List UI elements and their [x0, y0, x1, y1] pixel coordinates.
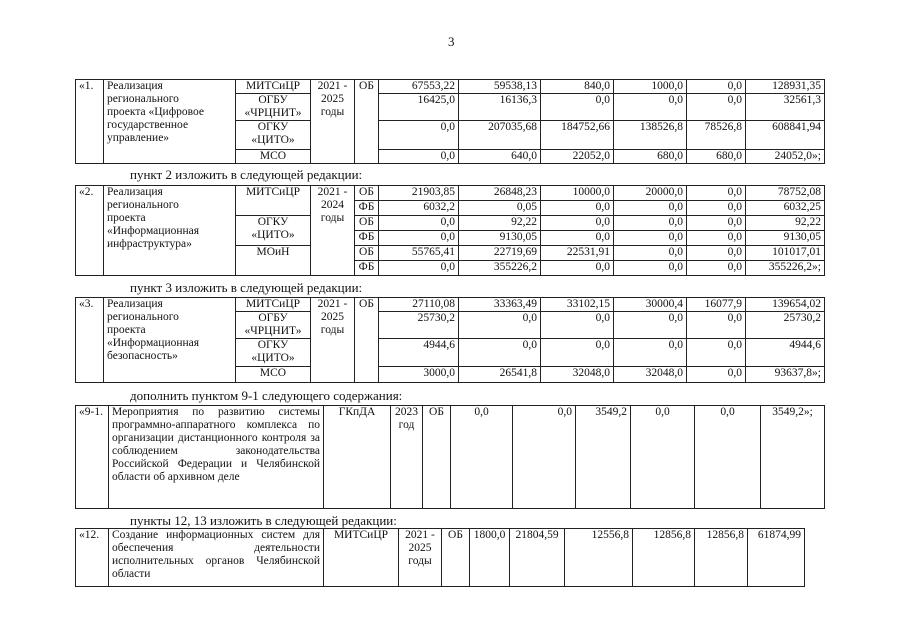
value-cell: 0,0	[695, 406, 761, 509]
value-cell: 22531,91	[541, 246, 614, 261]
value-cell: 0,0	[541, 261, 614, 276]
value-cell: 9130,05	[459, 231, 541, 246]
value-cell: 3549,2	[576, 406, 631, 509]
value-cell: 21804,59	[510, 529, 565, 587]
total-cell: 608841,94	[746, 121, 825, 150]
funding-source: ОБ	[355, 246, 379, 261]
value-cell: 67553,22	[379, 80, 459, 94]
value-cell: 0,0	[379, 261, 459, 276]
total-cell: 3549,2»;	[761, 406, 825, 509]
value-cell: 680,0	[687, 150, 746, 164]
value-cell: 0,0	[687, 246, 746, 261]
value-cell: 0,0	[451, 406, 513, 509]
years: 2021 - 2025 годы	[311, 298, 355, 383]
value-cell: 0,0	[687, 231, 746, 246]
value-cell: 0,0	[379, 231, 459, 246]
table-item-3	[75, 297, 825, 383]
value-cell: 0,0	[687, 367, 746, 383]
value-cell: 12856,8	[695, 529, 748, 587]
item-name: Реализация регионального проекта «Цифровое государственное управление»	[104, 80, 236, 164]
value-cell: 0,0	[459, 339, 541, 367]
funding-source: ОБ	[442, 529, 470, 587]
value-cell: 0,0	[687, 94, 746, 121]
table-item-9-1	[75, 405, 825, 509]
value-cell: 0,0	[614, 216, 687, 231]
value-cell: 20000,0	[614, 186, 687, 201]
value-cell: 12856,8	[633, 529, 695, 587]
value-cell: 26848,23	[459, 186, 541, 201]
total-cell: 139654,02	[746, 298, 825, 312]
executor: ОГКУ «ЦИТО»	[236, 216, 311, 246]
executor: МИТСиЦР	[236, 80, 311, 94]
funding-source: ОБ	[355, 186, 379, 201]
value-cell: 12556,8	[565, 529, 633, 587]
funding-source: ФБ	[355, 231, 379, 246]
value-cell: 0,0	[459, 312, 541, 339]
table-item-12	[75, 528, 805, 587]
value-cell: 207035,68	[459, 121, 541, 150]
value-cell: 33363,49	[459, 298, 541, 312]
total-cell: 9130,05	[746, 231, 825, 246]
value-cell: 33102,15	[541, 298, 614, 312]
funding-source: ОБ	[355, 216, 379, 231]
value-cell: 78526,8	[687, 121, 746, 150]
value-cell: 1800,0	[470, 529, 510, 587]
value-cell: 0,0	[687, 201, 746, 216]
funding-source: ОБ	[355, 80, 379, 164]
total-cell: 78752,08	[746, 186, 825, 201]
value-cell: 92,22	[459, 216, 541, 231]
years: 2023 год	[391, 406, 423, 509]
value-cell: 0,0	[687, 186, 746, 201]
value-cell: 0,0	[687, 80, 746, 94]
item-name: Реализация регионального проекта «Информационная безопасность»	[104, 298, 236, 383]
value-cell: 22719,69	[459, 246, 541, 261]
executor: МСО	[236, 150, 311, 164]
value-cell: 184752,66	[541, 121, 614, 150]
value-cell: 30000,4	[614, 298, 687, 312]
amendment-note: дополнить пунктом 9-1 следующего содержания:	[130, 388, 403, 403]
value-cell: 1000,0	[614, 80, 687, 94]
item-number: «1.	[76, 80, 104, 164]
value-cell: 640,0	[459, 150, 541, 164]
item-number: «3.	[76, 298, 104, 383]
total-cell: 32561,3	[746, 94, 825, 121]
total-cell: 24052,0»;	[746, 150, 825, 164]
value-cell: 840,0	[541, 80, 614, 94]
value-cell: 26541,8	[459, 367, 541, 383]
value-cell: 0,0	[379, 216, 459, 231]
value-cell: 0,0	[631, 406, 695, 509]
item-number: «2.	[76, 186, 104, 276]
item-number: «12.	[76, 529, 109, 587]
value-cell: 0,0	[541, 94, 614, 121]
value-cell: 0,0	[541, 231, 614, 246]
value-cell: 0,0	[687, 339, 746, 367]
funding-source: ФБ	[355, 201, 379, 216]
years: 2021 - 2024 годы	[311, 186, 355, 276]
amendment-note: пункты 12, 13 изложить в следующей редакции:	[130, 513, 397, 528]
total-cell: 4944,6	[746, 339, 825, 367]
page-number: 3	[448, 34, 455, 49]
value-cell: 0,0	[541, 312, 614, 339]
total-cell: 25730,2	[746, 312, 825, 339]
value-cell: 16425,0	[379, 94, 459, 121]
value-cell: 22052,0	[541, 150, 614, 164]
value-cell: 0,0	[513, 406, 576, 509]
executor: ОГБУ «ЧРЦНИТ»	[236, 312, 311, 339]
amendment-note: пункт 2 изложить в следующей редакции:	[130, 167, 363, 182]
value-cell: 55765,41	[379, 246, 459, 261]
value-cell: 0,0	[541, 339, 614, 367]
total-cell: 6032,25	[746, 201, 825, 216]
executor: МИТСиЦР	[236, 298, 311, 312]
value-cell: 0,0	[541, 216, 614, 231]
total-cell: 128931,35	[746, 80, 825, 94]
value-cell: 355226,2	[459, 261, 541, 276]
value-cell: 10000,0	[541, 186, 614, 201]
value-cell: 0,0	[614, 201, 687, 216]
total-cell: 61874,99	[748, 529, 805, 587]
value-cell: 138526,8	[614, 121, 687, 150]
total-cell: 101017,01	[746, 246, 825, 261]
value-cell: 4944,6	[379, 339, 459, 367]
value-cell: 0,0	[614, 261, 687, 276]
value-cell: 0,0	[614, 94, 687, 121]
value-cell: 680,0	[614, 150, 687, 164]
value-cell: 0,0	[687, 216, 746, 231]
table-item-2	[75, 185, 825, 276]
value-cell: 0,0	[541, 201, 614, 216]
executor: МИТСиЦР	[324, 529, 399, 587]
years: 2021 - 2025 годы	[399, 529, 442, 587]
value-cell: 0,0	[687, 261, 746, 276]
value-cell: 59538,13	[459, 80, 541, 94]
value-cell: 0,0	[614, 231, 687, 246]
table-item-1	[75, 79, 825, 164]
value-cell: 0,0	[614, 312, 687, 339]
value-cell: 3000,0	[379, 367, 459, 383]
value-cell: 0,0	[614, 246, 687, 261]
executor: МСО	[236, 367, 311, 383]
funding-source: ФБ	[355, 261, 379, 276]
total-cell: 355226,2»;	[746, 261, 825, 276]
value-cell: 32048,0	[614, 367, 687, 383]
item-name: Создание информационных систем для обеспечения деятельности исполнительных органов Челябинской области	[109, 529, 324, 587]
executor: МОиН	[236, 246, 311, 276]
value-cell: 0,0	[379, 150, 459, 164]
executor: МИТСиЦР	[236, 186, 311, 216]
executor: ОГБУ «ЧРЦНИТ»	[236, 94, 311, 121]
value-cell: 16077,9	[687, 298, 746, 312]
funding-source: ОБ	[423, 406, 451, 509]
value-cell: 27110,08	[379, 298, 459, 312]
item-name: Мероприятия по развитию системы программно-аппаратного комплекса по организации дистанционного контроля за соблюдением законодательства Российской Федерации и Челябинской области об архивном деле	[109, 406, 324, 509]
item-number: «9-1.	[76, 406, 109, 509]
executor: ОГКУ «ЦИТО»	[236, 339, 311, 367]
total-cell: 93637,8»;	[746, 367, 825, 383]
value-cell: 0,05	[459, 201, 541, 216]
amendment-note: пункт 3 изложить в следующей редакции:	[130, 280, 363, 295]
value-cell: 16136,3	[459, 94, 541, 121]
value-cell: 0,0	[687, 312, 746, 339]
value-cell: 0,0	[614, 339, 687, 367]
value-cell: 21903,85	[379, 186, 459, 201]
total-cell: 92,22	[746, 216, 825, 231]
value-cell: 6032,2	[379, 201, 459, 216]
years: 2021 - 2025 годы	[311, 80, 355, 164]
executor: ГКпДА	[324, 406, 391, 509]
item-name: Реализация регионального проекта «Информационная инфраструктура»	[104, 186, 236, 276]
funding-source: ОБ	[355, 298, 379, 383]
executor: ОГКУ «ЦИТО»	[236, 121, 311, 150]
value-cell: 0,0	[379, 121, 459, 150]
value-cell: 25730,2	[379, 312, 459, 339]
value-cell: 32048,0	[541, 367, 614, 383]
